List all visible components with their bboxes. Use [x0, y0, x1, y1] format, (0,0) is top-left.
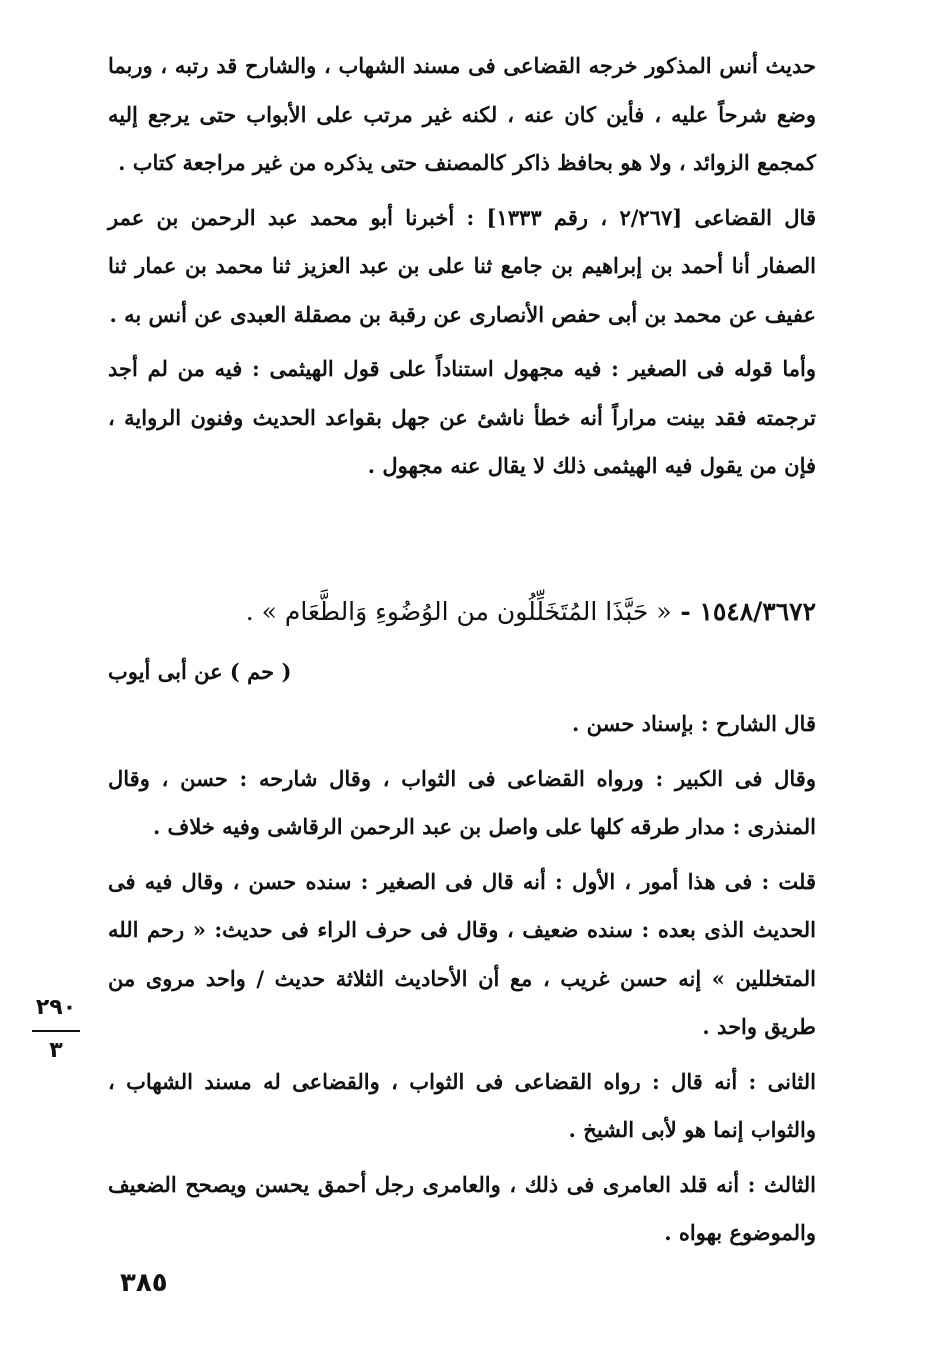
- paragraph-first-point: قلت : فى هذا أمور ، الأول : أنه قال فى الصغير : سنده حسن ، وقال فيه فى الحديث الذى بعده : سنده ضعيف ، وقال فى حرف الراء فى حديث: « رحم الله المتخللين » إنه حسن غريب ، مع أن الأحاديث الثلاثة حديث / واحد مروى من طريق واحد .: [108, 868, 816, 1039]
- hadith-source: ( حم ) عن أبى أيوب: [108, 659, 292, 684]
- margin-divider: [32, 1030, 80, 1032]
- paragraph-second-point: الثانى : أنه قال : رواه القضاعى فى الثواب ، والقضاعى له مسند الشهاب ، والثواب إنما هو لأبى الشيخ .: [108, 1068, 816, 1142]
- page-number: ٣٨٥: [120, 1268, 168, 1298]
- bottom-paragraphs: [108, 700, 816, 1258]
- paragraph-qudai-isnad: قال القضاعى [٢/٢٦٧ ، رقم ١٣٣٣] : أخبرنا أبو محمد عبد الرحمن بن عمر الصفار أنا أحمد بن إبراهيم بن جامع ثنا على بن عبد العزيز ثنا محمد بن عمار ثنا عفيف عن محمد بن أبى حفص الأنصارى عن رقبة بن مصقلة العبدى عن أنس به .: [108, 204, 816, 327]
- paragraph-anas-hadith: حديث أنس المذكور خرجه القضاعى فى مسند الشهاب ، والشارح قد رتبه ، وربما وضع شرحاً عليه ، فأين كان عنه ، لكنه غير مرتب على الأبواب حتى يرجع إليه كمجمع الزوائد ، ولا هو بحافظ ذاكر كالمصنف حتى يذكره من غير مراجعة كتاب .: [108, 53, 816, 175]
- hadith-text: « حَبَّذَا المُتَخَلِّلُون من الوُضُوءِ وَالطَّعَام » .: [245, 597, 672, 626]
- paragraph-kabir: وقال فى الكبير : ورواه القضاعى فى الثواب ، وقال شارحه : حسن ، وقال المنذرى : مدار طرقه كلها على واصل بن عبد الرحمن الرقاشى وفيه خلاف .: [108, 765, 816, 839]
- paragraph-saghir-comment: وأما قوله فى الصغير : فيه مجهول استناداً على قول الهيثمى : فيه من لم أجد ترجمته فقد بينت مراراً أنه خطأ ناشئ عن جهل بقواعد الحديث وفنون الرواية ، فإن من يقول فيه الهيثمى ذلك لا يقال عنه مجهول .: [108, 356, 816, 478]
- margin-volume-reference: [26, 990, 86, 1066]
- paragraph-third-point: الثالث : أنه قلد العامرى فى ذلك ، والعامرى رجل أحمق يحسن ويصحح الضعيف والموضوع بهواه .: [108, 1171, 816, 1245]
- hadith-number: ١٥٤٨/٣٦٧٢ -: [680, 597, 816, 626]
- paragraph-sharih-isnad: قال الشارح : بإسناد حسن .: [571, 711, 816, 736]
- margin-volume-ref: ٣: [49, 1038, 63, 1063]
- top-paragraphs: [108, 42, 816, 491]
- hadith-heading: [108, 588, 816, 636]
- margin-page-ref: ٢٩٠: [35, 995, 77, 1020]
